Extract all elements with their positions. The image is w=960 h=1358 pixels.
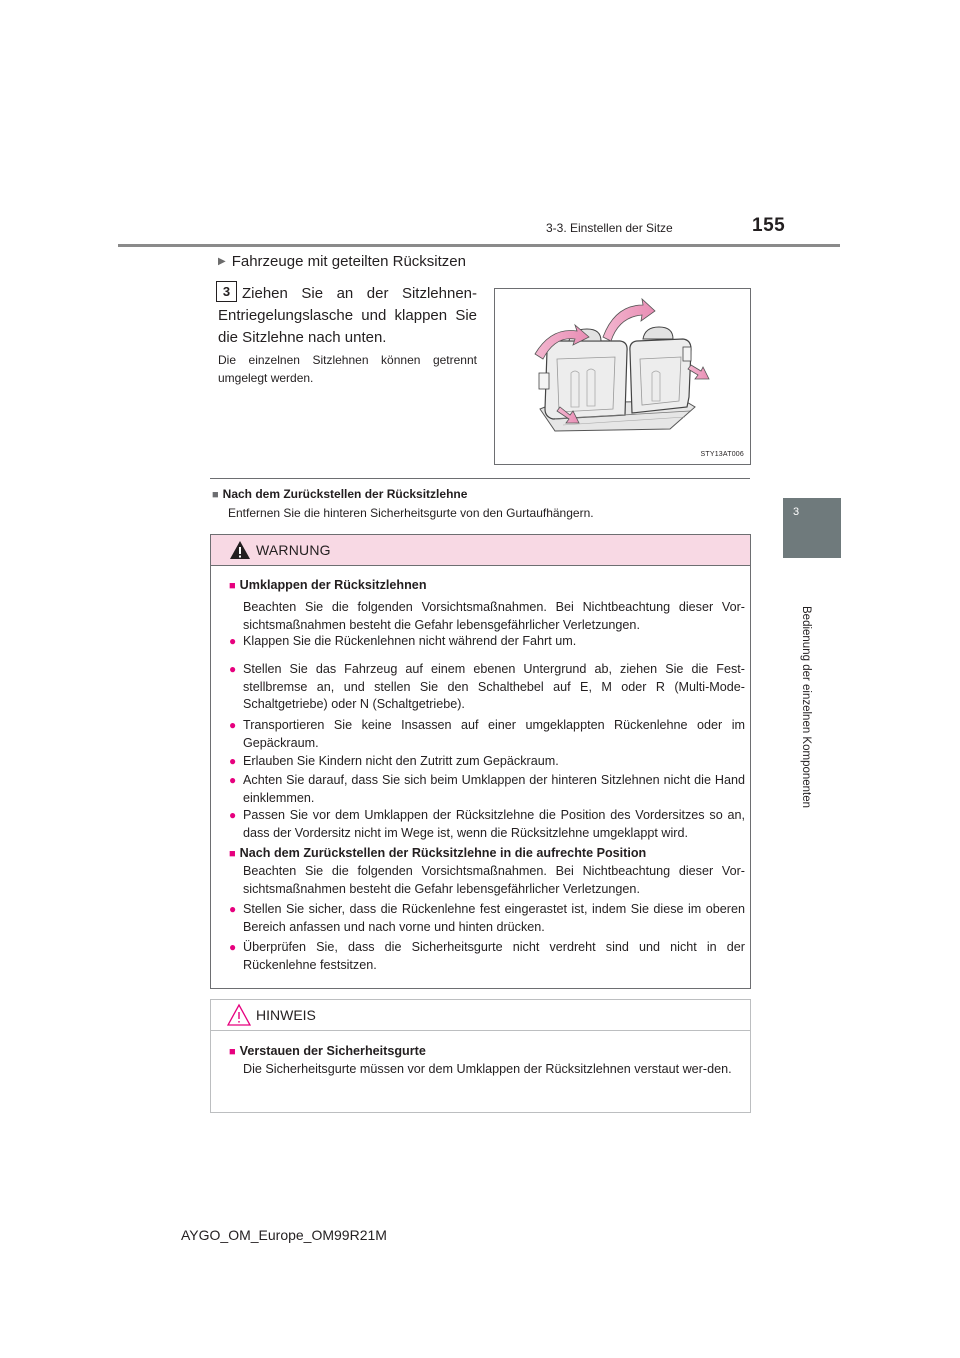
page-number: 155 [752,215,786,236]
folding-seat-drawing [495,289,750,464]
warning-section-2-title: ■ Nach dem Zurückstellen der Rücksitzlehne in die aufrechte Position [229,846,647,860]
warning-item: ● Stellen Sie das Fahrzeug auf einem ebenen Untergrund ab, ziehen Sie die Fest-stellbremse an, und stellen Sie den Schalthebel auf E, M oder R (Multi-Mode-Schaltgetriebe) oder N (Schaltgetriebe). [229,662,745,711]
warning-item: ● Transportieren Sie keine Insassen auf einer umgeklappten Rückenlehne oder im Gepäckraum. [229,718,745,750]
warning-item: ● Passen Sie vor dem Umklappen der Rücksitzlehne die Position des Vordersitzes so an, dass der Vordersitz nicht im Wege ist, wenn die Rücksitzlehne umgeklappt wird. [229,808,745,840]
arrow-right-icon: ▶ [218,256,226,267]
variant-text: Fahrzeuge mit geteilten Rücksitzen [231,253,466,270]
circle-bullet-icon: ● [229,808,237,822]
square-bullet-icon: ■ [229,848,236,860]
circle-bullet-icon: ● [229,940,237,954]
hint-section-title: ■ Verstauen der Sicherheitsgurte [229,1044,426,1058]
caution-outline-icon [227,1003,251,1027]
warning-section-1-title: ■ Umklappen der Rücksitzlehnen [229,578,427,592]
step-subtext: Die einzelnen Sitzlehnen können getrennt umgelegt werden. [218,353,477,385]
warning-item: ● Erlauben Sie Kindern nicht den Zutritt zum Gepäckraum. [229,753,745,771]
warning-title: WARNUNG [256,542,331,558]
section-title: 3-3. Einstellen der Sitze [546,221,673,235]
note-heading-text: Nach dem Zurückstellen der Rücksitzlehne [222,487,468,501]
warning-item: ● Überprüfen Sie, dass die Sicherheitsgurte nicht verdreht sind und nicht in der Rückenlehne festsitzen. [229,940,745,972]
note-body: Entfernen Sie die hinteren Sicherheitsgurte von den Gurtaufhängern. [228,506,594,520]
circle-bullet-icon: ● [229,662,237,676]
circle-bullet-icon: ● [229,773,237,787]
circle-bullet-icon: ● [229,902,237,916]
note-heading [212,487,467,501]
circle-bullet-icon: ● [229,718,237,732]
figure-code: STY13AT006 [700,451,744,458]
warning-item: ● Klappen Sie die Rückenlehnen nicht während der Fahrt um. [229,633,745,651]
square-bullet-icon: ■ [229,580,236,592]
circle-bullet-icon: ● [229,754,237,768]
warning-section-1-intro: Beachten Sie die folgenden Vorsichtsmaßnahmen. Bei Nichtbeachtung dieser Vor-sichtsmaßnahmen besteht die Gefahr lebensgefährlicher Verletzungen. [243,600,745,632]
footer-doc-id: AYGO_OM_Europe_OM99R21M [181,1227,387,1243]
warning-box [210,534,751,989]
warning-item: ● Achten Sie darauf, dass Sie sich beim Umklappen der hinteren Sitzlehnen nicht die Hand einklemmen. [229,773,745,805]
variant-label [218,253,466,270]
warning-triangle-icon [229,540,251,560]
warning-item: ● Stellen Sie sicher, dass die Rückenlehne fest eingerastet ist, indem Sie diese im oberen Bereich anfassen und nach vorne und hinten drücken. [229,902,745,934]
hint-body: Die Sicherheitsgurte müssen vor dem Umklappen der Rücksitzlehnen verstaut wer-den. [243,1062,732,1076]
square-bullet-icon: ■ [229,1046,236,1058]
hint-box [210,999,751,1113]
seat-illustration [494,288,751,465]
header-rule [118,244,840,247]
circle-bullet-icon: ● [229,634,237,648]
warning-header [211,535,750,566]
section-divider [210,478,750,479]
chapter-title: Bedienung der einzelnen Komponenten [800,606,812,809]
chapter-number: 3 [793,506,800,518]
square-bullet-icon: ■ [212,489,219,501]
hint-title: HINWEIS [256,1007,316,1023]
step-number-box: 3 [216,281,237,302]
step-instruction: Ziehen Sie an der Sitzlehnen-Entriegelungslasche und klappen Sie die Sitzlehne nach unten. [218,285,477,346]
hint-header [211,1000,750,1031]
warning-section-2-intro: Beachten Sie die folgenden Vorsichtsmaßnahmen. Bei Nichtbeachtung dieser Vor-sichtsmaßnahmen besteht die Gefahr lebensgefährlicher Verletzungen. [243,864,745,896]
